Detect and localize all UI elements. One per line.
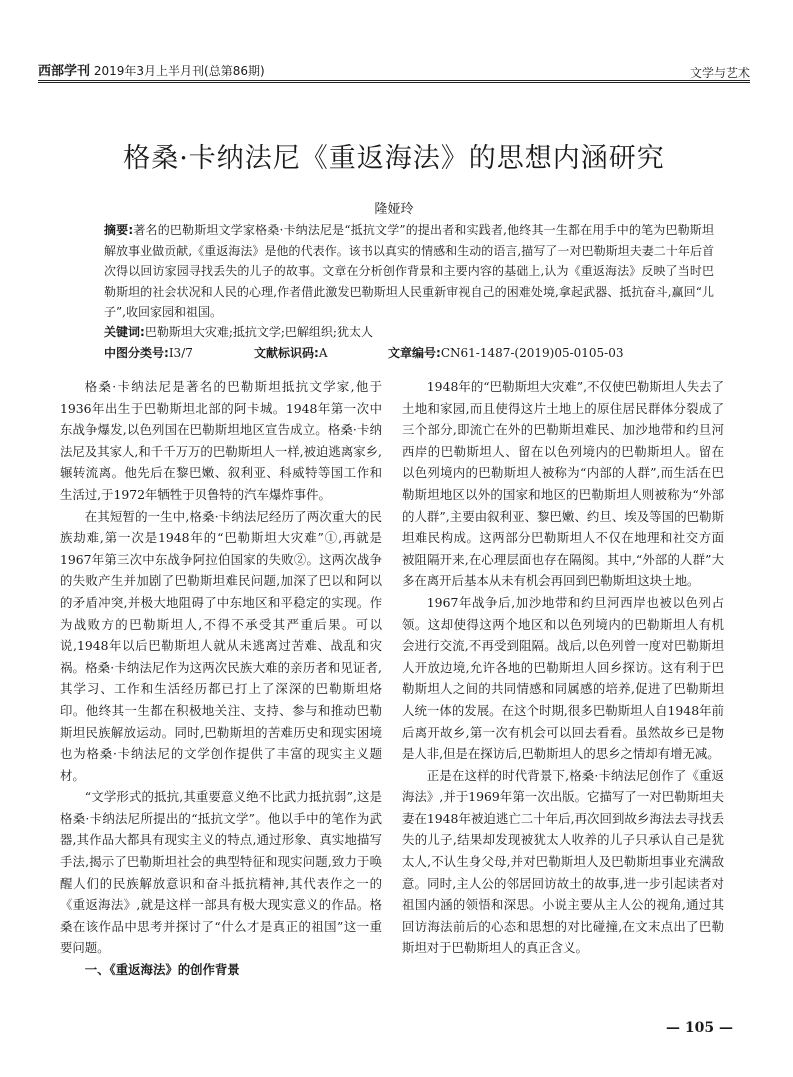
paragraph: 1948年的“巴勒斯坦大灾难”,不仅使巴勒斯坦人失去了土地和家园,而且使得这片土地上的原住居民群体分裂成了三个部分,即流亡在外的巴勒斯坦难民、加沙地带和约旦河西岸的巴勒斯坦人、留在以色列境内的巴勒斯坦人。留在以色列境内的巴勒斯坦人被称为“内部的人群”,而生活在巴勒斯坦地区以外的国家和地区的巴勒斯坦人则被称为“外部的人群”,主要由叙利亚、黎巴嫩、约旦、埃及等国的巴勒斯坦难民构成。这两部分巴勒斯坦人不仅在地理和社交方面被阻隔开来,在心理层面也存在隔阂。其中,“外部的人群”大多在离开后基本从未有机会再回到巴勒斯坦这块土地。 (402, 379, 724, 589)
author-name: 隆娅玲 (374, 202, 414, 217)
paragraph: 1967年战争后,加沙地带和约旦河西岸也被以色列占领。这却使得这两个地区和以色列境内的巴勒斯坦人有机会进行交流,不再受到阻隔。战后,以色列曾一度对巴勒斯坦人开放边境,允许各地的巴勒斯坦人回乡探访。这有利于巴勒斯坦人之间的共同情感和同属感的培养,促进了巴勒斯坦人统一体的发展。在这个时期,很多巴勒斯坦人自1948年前后离开故乡,第一次有机会可以回去看看。虽然故乡已是物是人非,但是在探访后,巴勒斯坦人的思乡之情却有增无减。 (402, 594, 724, 762)
paragraph: “文学形式的抵抗,其重要意义绝不比武力抵抗弱”,这是格桑·卡纳法尼所提出的“抵抗文学”。他以手中的笔作为武器,其作品大都具有现实主义的特点,通过形象、真实地描写手法,揭示了巴勒斯坦社会的典型特征和现实问题,致力于唤醒人们的民族解放意识和奋斗抵抗精神,其代表作之一的《重返海法》,就是这样一部具有极大现实意义的作品。格桑在该作品中思考并探讨了“什么才是真正的祖国”这一重要问题。 (60, 789, 382, 956)
id-label: 文章编号: (388, 346, 441, 360)
paragraph: 格桑·卡纳法尼是著名的巴勒斯坦抵抗文学家,他于1936年出生于巴勒斯坦北部的阿卡城。1948年第一次中东战争爆发,以色列国在巴勒斯坦地区宣告成立。格桑·卡纳法尼及其家人,和千千万万的巴勒斯坦人一样,被迫逃离家乡,辗转流离。他先后在黎巴嫩、叙利亚、科威特等国工作和生活过,于1972年牺牲于贝鲁特的汽车爆炸事件。 (60, 379, 382, 502)
keywords-text: 巴勒斯坦大灾难;抵抗文学;巴解组织;犹太人 (144, 325, 373, 339)
clc-value: I3/7 (168, 346, 193, 360)
journal-info (38, 60, 265, 79)
article-number (388, 344, 624, 361)
clc-code (104, 344, 193, 361)
header-rule-secondary (38, 82, 750, 83)
left-column (60, 376, 382, 981)
right-column (402, 376, 724, 959)
paragraph: 在其短暂的一生中,格桑·卡纳法尼经历了两次重大的民族劫难,第一次是1948年的“巴勒斯坦大灾难”①,再就是1967年第三次中东战争阿拉伯国家的失败②。这两次战争的失败产生并加剧了巴勒斯坦难民问题,加深了巴以和阿以的矛盾冲突,并极大地阻碍了中东地区和平稳定的实现。作为战败方的巴勒斯坦人,不得不承受其严重后果。可以说,1948年以后巴勒斯坦人就从未逃离过苦难、战乱和灾祸。格桑·卡纳法尼作为这两次民族大难的亲历者和见证者,其学习、工作和生活经历都已打上了深深的巴勒斯坦烙印。他终其一生都在积极地关注、支持、参与和推动巴勒斯坦民族解放运动。同时,巴勒斯坦的苦难历史和现实困境也为格桑·卡纳法尼的文学创作提供了丰富的现实主义题材。 (60, 508, 382, 783)
doc-label: 文献标识码: (254, 346, 319, 360)
issue-info: 2019年3月上半月刊(总第86期) (93, 64, 265, 78)
journal-name: 西部学刊 (38, 64, 91, 79)
abstract-label: 摘要: (104, 223, 134, 237)
doc-value: A (318, 346, 328, 360)
keywords (104, 323, 714, 340)
clc-label: 中图分类号: (104, 346, 169, 360)
doc-code (254, 344, 327, 361)
paragraph: 正是在这样的时代背景下,格桑·卡纳法尼创作了《重返海法》,并于1969年第一次出版。它描写了一对巴勒斯坦夫妻在1948年被迫逃亡二十年后,再次回到故乡海法去寻找丢失的儿子,结果却发现被犹太人收养的儿子只承认自己是犹太人,不认生身父母,并对巴勒斯坦人及巴勒斯坦事业充满敌意。同时,主人公的邻居回访故土的故事,进一步引起读者对祖国内涵的领悟和深思。小说主要从主人公的视角,通过其回访海法前后的心态和思想的对比碰撞,在文末点出了巴勒斯坦对于巴勒斯坦人的真正含义。 (402, 767, 724, 956)
header-rule (38, 80, 750, 81)
article-title: 格桑·卡纳法尼《重返海法》的思想内涵研究 (123, 143, 665, 174)
keywords-label: 关键词: (104, 325, 145, 339)
section-heading: 一、《重返海法》的创作背景 (84, 962, 240, 978)
section-name: 文学与艺术 (689, 66, 750, 80)
abstract-text: 著名的巴勒斯坦文学家格桑·卡纳法尼是“抵抗文学”的提出者和实践者,他终其一生都在用手中的笔为巴勒斯坦解放事业做贡献,《重返海法》是他的代表作。该书以真实的情感和生动的语言,描写了一对巴勒斯坦夫妻二十年后首次得以回访家园寻找丢失的儿子的故事。文章在分析创作背景和主要内容的基础上,认为《重返海法》反映了当时巴勒斯坦的社会状况和人民的心理,作者借此激发巴勒斯坦人民重新审视自己的困难处境,拿起武器、抵抗奋斗,赢回“儿子”,收回家园和祖国。 (104, 223, 714, 319)
page-number: — 105 — (666, 1020, 733, 1036)
abstract (104, 220, 714, 323)
id-value: CN61-1487-(2019)05-0105-03 (440, 346, 624, 360)
